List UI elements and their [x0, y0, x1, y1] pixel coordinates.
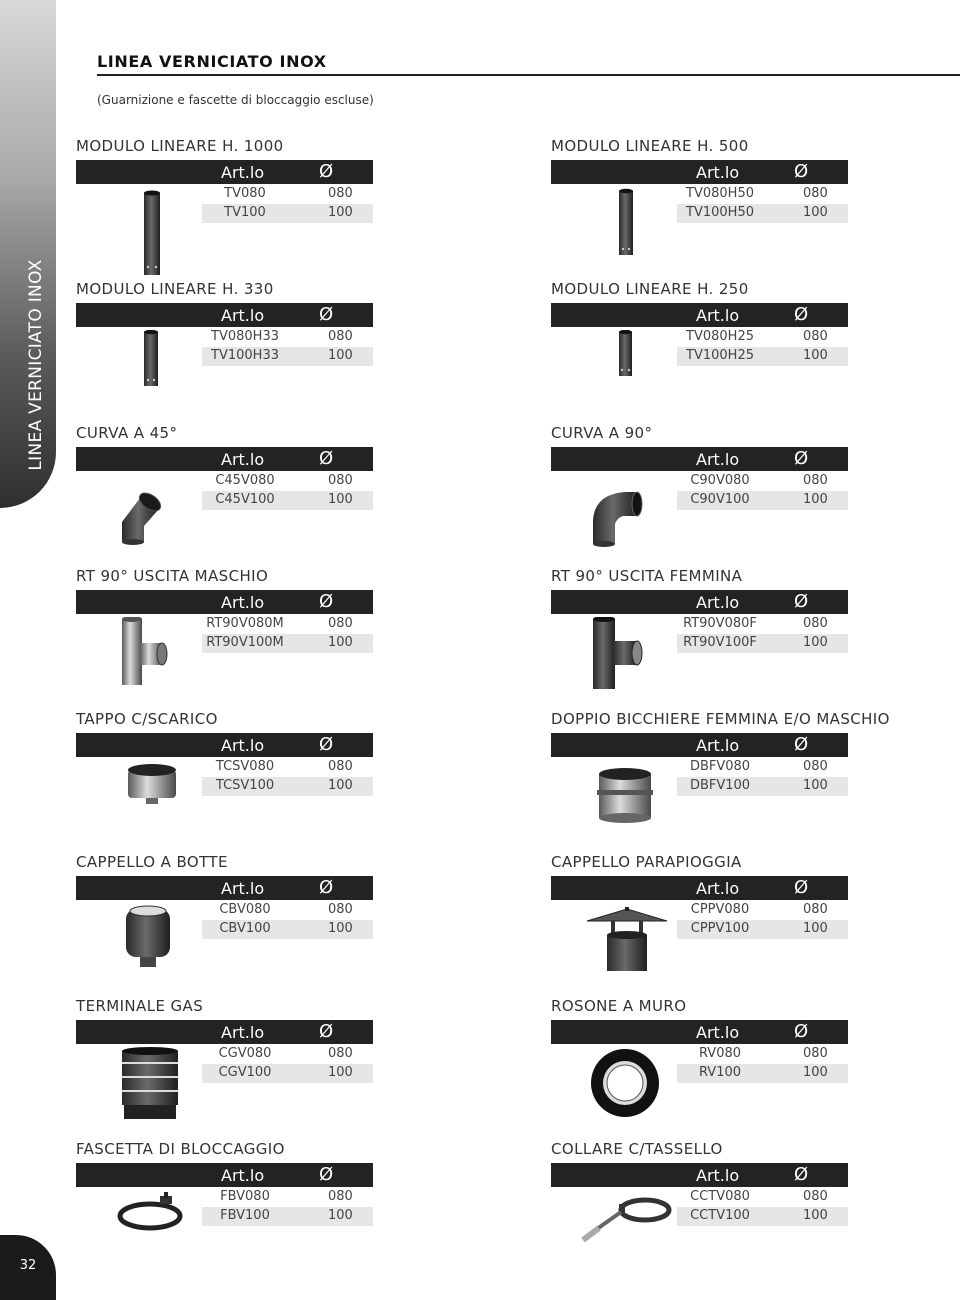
product-title: TERMINALE GAS	[76, 997, 204, 1015]
article-code: C90V100	[690, 492, 750, 507]
table-row	[677, 491, 848, 510]
product-title: FASCETTA DI BLOCCAGGIO	[76, 1140, 285, 1158]
locking-band-icon	[104, 1190, 200, 1280]
table-row	[202, 1207, 373, 1226]
diameter-value: 100	[328, 348, 353, 363]
straight-pipe-short-icon	[104, 330, 200, 420]
article-code: TV080H33	[211, 329, 279, 344]
product-entry	[551, 424, 960, 564]
table-row	[677, 1207, 848, 1226]
straight-pipe-long-icon	[104, 187, 200, 277]
diameter-value: 080	[803, 329, 828, 344]
diameter-value: 100	[328, 778, 353, 793]
table-row	[202, 758, 373, 777]
diameter-value: 100	[803, 921, 828, 936]
table-row	[677, 1064, 848, 1083]
table-row	[202, 634, 373, 653]
article-code: FBV100	[220, 1208, 270, 1223]
article-code: C90V080	[690, 473, 750, 488]
article-code: TV080H50	[686, 186, 754, 201]
page-number: 32	[19, 1258, 37, 1273]
double-socket-icon	[579, 760, 675, 850]
header-diameter: Ø	[319, 734, 334, 755]
table-row	[677, 204, 848, 223]
article-code: CPPV100	[690, 921, 750, 936]
header-art: Art.lo	[696, 1023, 740, 1042]
product-entry	[76, 1140, 496, 1280]
header-diameter: Ø	[794, 877, 809, 898]
diameter-value: 100	[803, 492, 828, 507]
product-title: CAPPELLO PARAPIOGGIA	[551, 853, 742, 871]
diameter-value: 100	[803, 1065, 828, 1080]
table-row	[677, 901, 848, 920]
diameter-value: 100	[803, 348, 828, 363]
header-art: Art.lo	[221, 1023, 265, 1042]
product-entry	[76, 710, 496, 850]
product-title: CURVA A 90°	[551, 424, 653, 442]
table-row	[677, 920, 848, 939]
table-row	[202, 472, 373, 491]
product-entry	[76, 424, 496, 564]
header-diameter: Ø	[794, 448, 809, 469]
header-diameter: Ø	[794, 161, 809, 182]
table-row	[677, 1045, 848, 1064]
elbow-90-icon	[579, 474, 675, 564]
header-art: Art.lo	[221, 1166, 265, 1185]
diameter-value: 080	[803, 473, 828, 488]
diameter-value: 080	[803, 1189, 828, 1204]
header-diameter: Ø	[319, 1021, 334, 1042]
rain-cap-icon	[579, 903, 675, 993]
table-row	[202, 1064, 373, 1083]
header-art: Art.lo	[696, 736, 740, 755]
product-entry	[551, 997, 960, 1137]
header-art: Art.lo	[221, 163, 265, 182]
side-tab-label: LINEA VERNICIATO INOX	[26, 259, 46, 471]
product-title: MODULO LINEARE H. 500	[551, 137, 749, 155]
diameter-value: 080	[328, 186, 353, 201]
article-code: RT90V080M	[206, 616, 284, 631]
article-code: CCTV080	[690, 1189, 750, 1204]
product-entry	[76, 567, 496, 707]
page-subtitle: (Guarnizione e fascette di bloccaggio escluse)	[97, 93, 374, 107]
product-entry	[76, 853, 496, 993]
article-code: C45V080	[215, 473, 275, 488]
product-title: DOPPIO BICCHIERE FEMMINA E/O MASCHIO	[551, 710, 890, 728]
drain-cap-icon	[104, 760, 200, 850]
barrel-cap-icon	[104, 903, 200, 993]
article-code: FBV080	[220, 1189, 270, 1204]
article-code: RV100	[698, 1065, 742, 1080]
diameter-value: 080	[328, 1046, 353, 1061]
diameter-value: 080	[328, 759, 353, 774]
article-code: DBFV080	[689, 759, 751, 774]
header-art: Art.lo	[221, 450, 265, 469]
table-row	[677, 328, 848, 347]
header-diameter: Ø	[794, 304, 809, 325]
article-code: TV100	[224, 205, 266, 220]
article-code: DBFV100	[689, 778, 751, 793]
product-entry	[76, 997, 496, 1137]
table-row	[202, 615, 373, 634]
article-code: CGV100	[218, 1065, 272, 1080]
product-title: ROSONE A MURO	[551, 997, 687, 1015]
diameter-value: 100	[328, 1065, 353, 1080]
wall-collar-icon	[579, 1190, 675, 1280]
header-diameter: Ø	[319, 877, 334, 898]
product-entry	[551, 567, 960, 707]
table-row	[202, 1188, 373, 1207]
table-row	[202, 491, 373, 510]
tee-female-icon	[579, 617, 675, 707]
diameter-value: 080	[803, 616, 828, 631]
header-art: Art.lo	[696, 879, 740, 898]
header-diameter: Ø	[319, 1164, 334, 1185]
header-diameter: Ø	[319, 591, 334, 612]
article-code: CGV080	[218, 1046, 272, 1061]
article-code: TV100H50	[686, 205, 754, 220]
header-diameter: Ø	[319, 448, 334, 469]
diameter-value: 100	[328, 921, 353, 936]
product-entry	[551, 1140, 960, 1280]
product-title: TAPPO C/SCARICO	[76, 710, 218, 728]
diameter-value: 080	[328, 902, 353, 917]
table-row	[677, 472, 848, 491]
diameter-value: 100	[328, 492, 353, 507]
diameter-value: 100	[803, 205, 828, 220]
header-art: Art.lo	[696, 306, 740, 325]
product-title: RT 90° USCITA MASCHIO	[76, 567, 269, 585]
straight-pipe-shortest-icon	[579, 330, 675, 420]
product-entry	[76, 280, 496, 420]
elbow-45-icon	[104, 474, 200, 564]
table-row	[202, 185, 373, 204]
diameter-value: 080	[328, 473, 353, 488]
tee-male-icon	[104, 617, 200, 707]
table-row	[677, 634, 848, 653]
article-code: C45V100	[215, 492, 275, 507]
article-code: CCTV100	[690, 1208, 750, 1223]
table-row	[202, 901, 373, 920]
article-code: TCSV080	[215, 759, 275, 774]
product-title: MODULO LINEARE H. 1000	[76, 137, 284, 155]
article-code: RV080	[698, 1046, 742, 1061]
article-code: CBV100	[219, 921, 271, 936]
table-row	[677, 615, 848, 634]
table-row	[677, 347, 848, 366]
product-title: CURVA A 45°	[76, 424, 178, 442]
diameter-value: 100	[328, 205, 353, 220]
table-row	[677, 777, 848, 796]
article-code: RT90V100M	[206, 635, 284, 650]
article-code: RT90V080F	[683, 616, 757, 631]
article-code: RT90V100F	[683, 635, 757, 650]
table-row	[677, 1188, 848, 1207]
table-row	[202, 347, 373, 366]
header-diameter: Ø	[319, 161, 334, 182]
diameter-value: 100	[803, 778, 828, 793]
product-entry	[551, 137, 960, 277]
product-title: RT 90° USCITA FEMMINA	[551, 567, 743, 585]
title-rule	[97, 74, 960, 76]
product-entry	[551, 710, 960, 850]
wall-rosette-icon	[579, 1047, 675, 1137]
header-art: Art.lo	[696, 163, 740, 182]
header-art: Art.lo	[221, 736, 265, 755]
header-art: Art.lo	[696, 450, 740, 469]
article-code: TCSV100	[215, 778, 275, 793]
diameter-value: 080	[803, 759, 828, 774]
diameter-value: 080	[803, 902, 828, 917]
table-row	[677, 758, 848, 777]
diameter-value: 080	[328, 1189, 353, 1204]
diameter-value: 080	[803, 186, 828, 201]
article-code: CBV080	[219, 902, 271, 917]
table-row	[202, 328, 373, 347]
header-art: Art.lo	[221, 306, 265, 325]
article-code: TV100H25	[686, 348, 754, 363]
article-code: TV080H25	[686, 329, 754, 344]
product-title: MODULO LINEARE H. 250	[551, 280, 749, 298]
product-entry	[551, 853, 960, 993]
product-title: CAPPELLO A BOTTE	[76, 853, 228, 871]
header-diameter: Ø	[794, 1021, 809, 1042]
article-code: CPPV080	[690, 902, 750, 917]
header-diameter: Ø	[319, 304, 334, 325]
table-row	[202, 920, 373, 939]
straight-pipe-medium-icon	[579, 187, 675, 277]
header-art: Art.lo	[696, 1166, 740, 1185]
diameter-value: 100	[803, 635, 828, 650]
product-title: MODULO LINEARE H. 330	[76, 280, 274, 298]
table-row	[202, 1045, 373, 1064]
diameter-value: 100	[328, 1208, 353, 1223]
table-row	[202, 204, 373, 223]
article-code: TV080	[224, 186, 266, 201]
product-entry	[551, 280, 960, 420]
page-title: LINEA VERNICIATO INOX	[97, 52, 327, 71]
header-diameter: Ø	[794, 591, 809, 612]
header-diameter: Ø	[794, 734, 809, 755]
diameter-value: 080	[803, 1046, 828, 1061]
table-row	[677, 185, 848, 204]
header-art: Art.lo	[696, 593, 740, 612]
diameter-value: 080	[328, 329, 353, 344]
diameter-value: 080	[328, 616, 353, 631]
diameter-value: 100	[328, 635, 353, 650]
header-art: Art.lo	[221, 879, 265, 898]
product-entry	[76, 137, 496, 277]
article-code: TV100H33	[211, 348, 279, 363]
gas-terminal-icon	[104, 1047, 200, 1137]
diameter-value: 100	[803, 1208, 828, 1223]
header-art: Art.lo	[221, 593, 265, 612]
header-diameter: Ø	[794, 1164, 809, 1185]
table-row	[202, 777, 373, 796]
product-title: COLLARE C/TASSELLO	[551, 1140, 723, 1158]
